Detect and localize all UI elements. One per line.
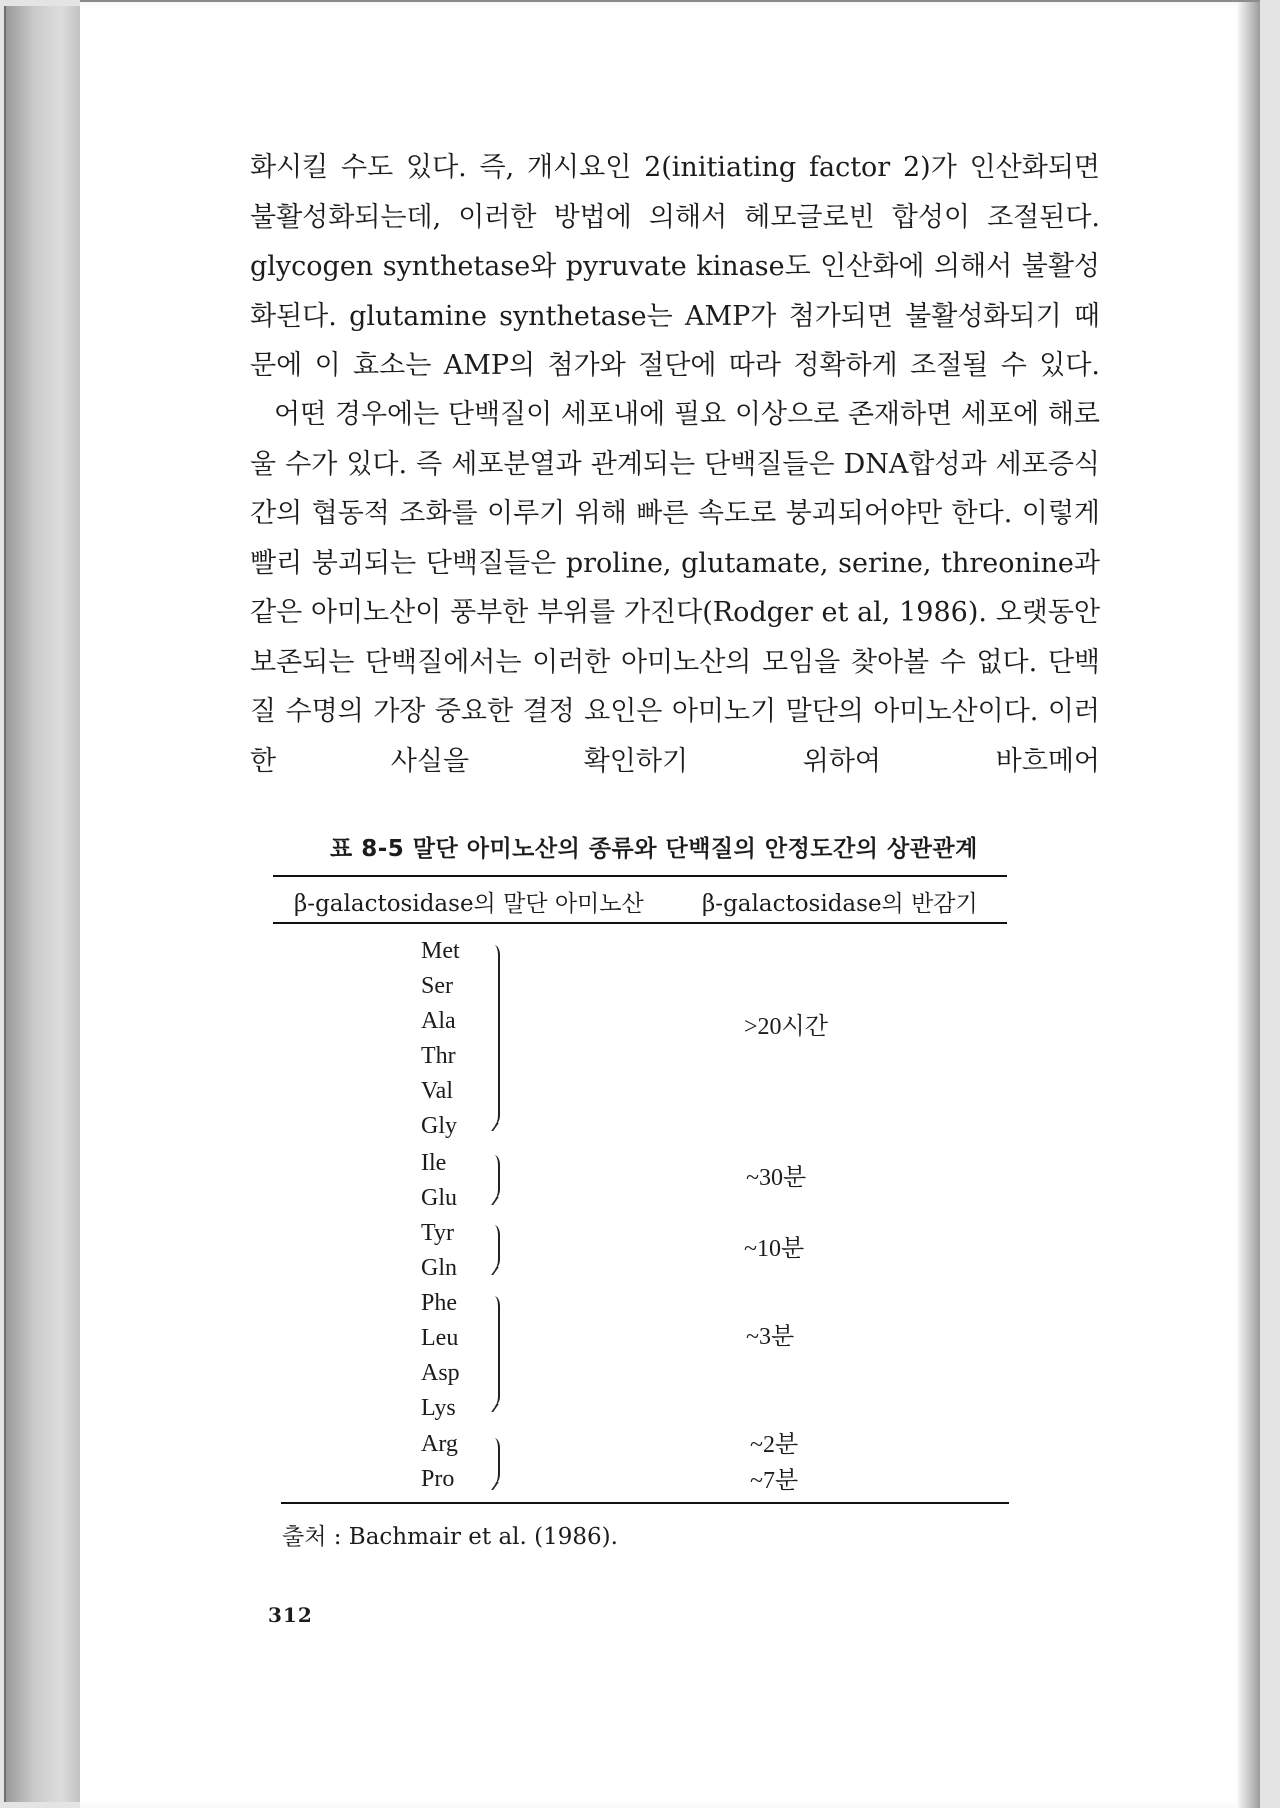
table-caption: 표 8-5 말단 아미노산의 종류와 단백질의 안정도간의 상관관계 <box>330 836 978 862</box>
group-brace <box>488 1438 500 1484</box>
amino-acid-cell: Ser <box>421 973 453 999</box>
page-number: 312 <box>268 1603 313 1627</box>
amino-acid-cell: Met <box>421 938 460 964</box>
column-header-amino-acid: β-galactosidase의 말단 아미노산 <box>294 891 644 917</box>
amino-acid-cell: Glu <box>421 1185 457 1211</box>
group-brace <box>488 1155 500 1199</box>
group-brace <box>488 945 500 1125</box>
body-paragraph-1: 화시킬 수도 있다. 즉, 개시요인 2(initiating factor 2)가 인산화되면 불활성화되는데, 이러한 방법에 의해서 헤모글로빈 합성이 조절된다. glycogen synthetase와 pyruvate kinase도 인산화에 의해서 불활성화된다. glutamine synthetase는 AMP가 첨가되면 불활성화되기 때문에 이 효소는 AMP의 첨가와 절단에 따라 정확하게 조절될 수 있다. <box>250 152 1100 381</box>
amino-acid-cell: Gln <box>421 1255 457 1281</box>
group-brace <box>488 1225 500 1269</box>
amino-acid-cell: Phe <box>421 1290 457 1316</box>
amino-acid-cell: Tyr <box>421 1220 454 1246</box>
column-header-half-life: β-galactosidase의 반감기 <box>702 891 978 917</box>
table-header-rule <box>273 922 1007 924</box>
table-source-note: 출처 : Bachmair et al. (1986). <box>282 1524 618 1550</box>
amino-acid-cell: Lys <box>421 1395 456 1421</box>
half-life-cell: ~3분 <box>746 1324 795 1350</box>
half-life-cell: ~7분 <box>750 1468 799 1494</box>
half-life-cell: ~10분 <box>744 1236 805 1262</box>
amino-acid-cell: Ile <box>421 1150 447 1176</box>
page-edge-shadow <box>1238 2 1260 1808</box>
amino-acid-cell: Ala <box>421 1008 456 1034</box>
amino-acid-cell: Asp <box>421 1360 460 1386</box>
half-life-cell: ~30분 <box>746 1165 807 1191</box>
body-paragraph-2: 어떤 경우에는 단백질이 세포내에 필요 이상으로 존재하면 세포에 해로울 수가 있다. 즉 세포분열과 관계되는 단백질들은 DNA합성과 세포증식간의 협동적 조화를 이루기 위해 빠른 속도로 붕괴되어야만 한다. 이렇게 빨리 붕괴되는 단백질들은 proline, glutamate, serine, threonine과 같은 아미노산이 풍부한 부위를 가진다(Rodger et al, 1986). 오랫동안 보존되는 단백질에서는 이러한 아미노산의 모임을 찾아볼 수 없다. 단백질 수명의 가장 중요한 결정 요인은 아미노기 말단의 아미노산이다. 이러한 사실을 확인하기 위하여 바흐메어 <box>250 399 1100 777</box>
table-bottom-rule <box>281 1502 1009 1504</box>
amino-acid-cell: Val <box>421 1078 453 1104</box>
amino-acid-cell: Arg <box>421 1431 458 1457</box>
half-life-cell: >20시간 <box>744 1014 828 1040</box>
amino-acid-cell: Thr <box>421 1043 456 1069</box>
amino-acid-cell: Pro <box>421 1466 455 1492</box>
half-life-cell: ~2분 <box>750 1432 799 1458</box>
group-brace <box>488 1296 500 1406</box>
book-spine <box>4 6 84 1802</box>
amino-acid-cell: Leu <box>421 1325 459 1351</box>
table-top-rule <box>273 875 1007 877</box>
amino-acid-cell: Gly <box>421 1113 457 1139</box>
